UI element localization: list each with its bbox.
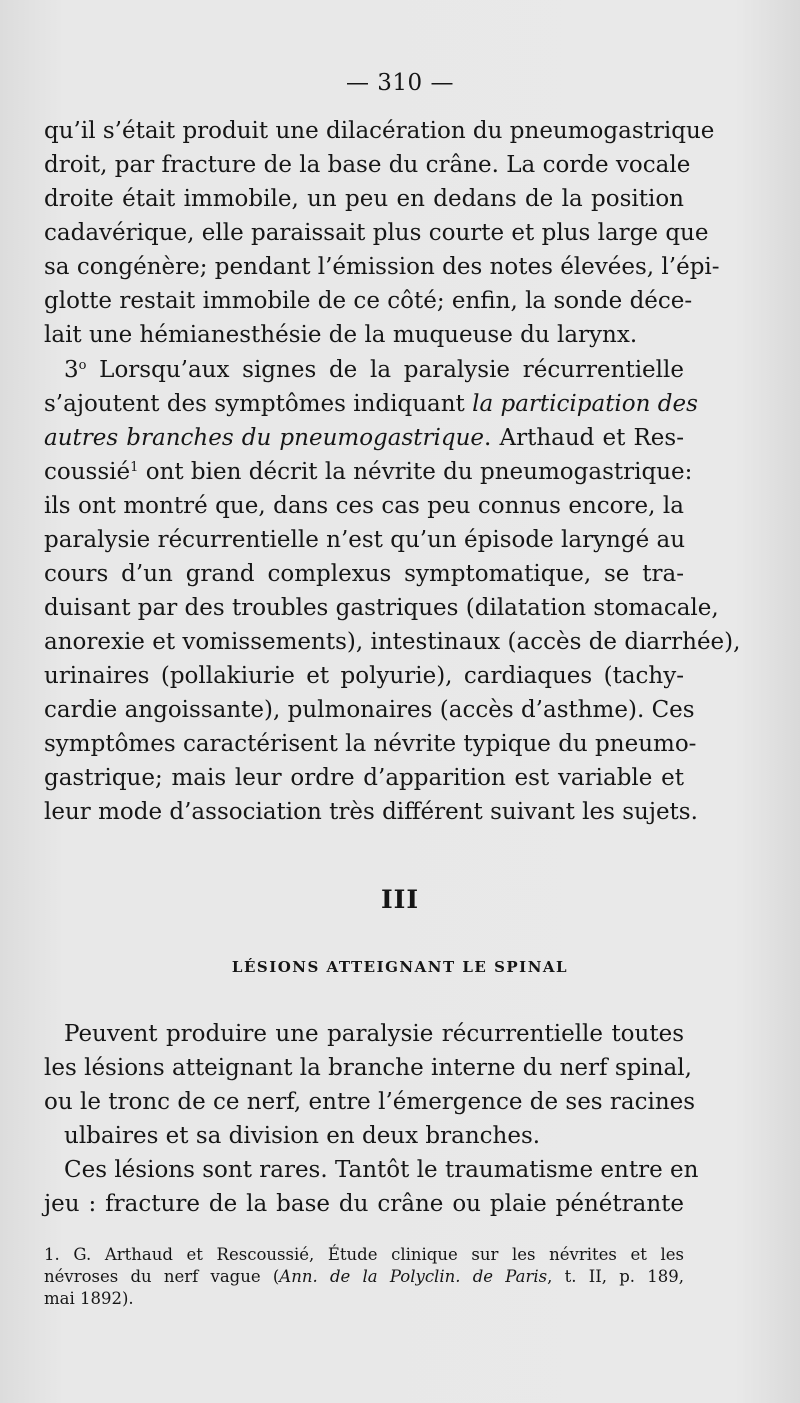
list-number: 3 xyxy=(64,357,79,383)
text-line: symptômes caractérisent la névrite typique du pneumo- xyxy=(44,731,697,757)
text-line: Peuvent produire une paralysie récurrentielle toutes xyxy=(64,1021,684,1047)
text-span: , t. II, p. 189, xyxy=(547,1267,684,1286)
text-line: leur mode d’association très différent suivant les sujets. xyxy=(44,799,698,825)
footnote-line: mai 1892). xyxy=(44,1289,134,1308)
text-line: lait une hémianesthésie de la muqueuse du larynx. xyxy=(44,322,638,348)
text-line: qu’il s’était produit une dilacération du pneumogastrique xyxy=(44,118,715,144)
text-line: anorexie et vomissements), intestinaux (accès de diarrhée), xyxy=(44,629,741,655)
text-line: Ces lésions sont rares. Tantôt le traumatisme entre en xyxy=(64,1157,699,1183)
text-span: névroses du nerf vague ( xyxy=(44,1267,280,1286)
text-line: ulbaires et sa division en deux branches. xyxy=(64,1123,541,1149)
text-line: sa congénère; pendant l’émission des notes élevées, l’épi- xyxy=(44,254,720,280)
text-line: cadavérique, elle paraissait plus courte et plus large que xyxy=(44,220,709,246)
text-line: ils ont montré que, dans ces cas peu connus encore, la xyxy=(44,493,684,519)
italic-emphasis: autres branches du pneumogastrique xyxy=(44,425,485,451)
text-line: ou le tronc de ce nerf, entre l’émergence de ses racines xyxy=(44,1089,696,1115)
text-line xyxy=(44,421,684,455)
degree-mark: o xyxy=(78,358,87,373)
paragraph-2 xyxy=(44,353,741,829)
text-line: gastrique; mais leur ordre d’apparition est variable et xyxy=(44,765,684,791)
footnote-line xyxy=(44,1266,684,1288)
text-line: les lésions atteignant la branche interne du nerf spinal, xyxy=(44,1055,692,1081)
text-span: ont bien décrit la névrite du pneumogastrique: xyxy=(138,459,693,485)
text-line: paralysie récurrentielle n’est qu’un épisode laryngé au xyxy=(44,527,686,553)
italic-emphasis: la participation des xyxy=(472,391,698,417)
paragraph-3 xyxy=(44,1017,696,1153)
text-line: droite était immobile, un peu en dedans de la position xyxy=(44,186,684,212)
section-number: III xyxy=(380,885,420,914)
text-span: coussié xyxy=(44,459,131,485)
footnote xyxy=(44,1244,684,1310)
text-line: cours d’un grand complexus symptomatique, se tra- xyxy=(44,561,684,587)
text-line: glotte restait immobile de ce côté; enfin, la sonde déce- xyxy=(44,288,693,314)
text-span: s’ajoutent des symptômes indiquant xyxy=(44,391,473,417)
text-line xyxy=(44,455,693,489)
text-line: cardie angoissante), pulmonaires (accès d’asthme). Ces xyxy=(44,697,695,723)
text-line: duisant par des troubles gastriques (dilatation stomacale, xyxy=(44,595,719,621)
paragraph-4 xyxy=(44,1153,699,1221)
text-line xyxy=(44,353,684,387)
page-number: — 310 — xyxy=(345,70,455,96)
section-title: LÉSIONS ATTEIGNANT LE SPINAL xyxy=(231,958,569,976)
footnote-ref: 1 xyxy=(130,460,139,475)
italic-citation: Ann. de la Polyclin. de Paris xyxy=(279,1267,548,1286)
footnote-line: 1. G. Arthaud et Rescoussié, Étude clinique sur les névrites et les xyxy=(44,1245,684,1264)
text-span: Lorsqu’aux signes de la paralysie récurrentielle xyxy=(86,357,684,383)
text-line xyxy=(44,387,698,421)
text-line: urinaires (pollakiurie et polyurie), cardiaques (tachy- xyxy=(44,663,684,689)
text-line: droit, par fracture de la base du crâne. La corde vocale xyxy=(44,152,691,178)
paragraph-1 xyxy=(44,114,720,352)
text-span: . Arthaud et Res- xyxy=(484,425,684,451)
text-line: jeu : fracture de la base du crâne ou plaie pénétrante xyxy=(44,1191,684,1217)
